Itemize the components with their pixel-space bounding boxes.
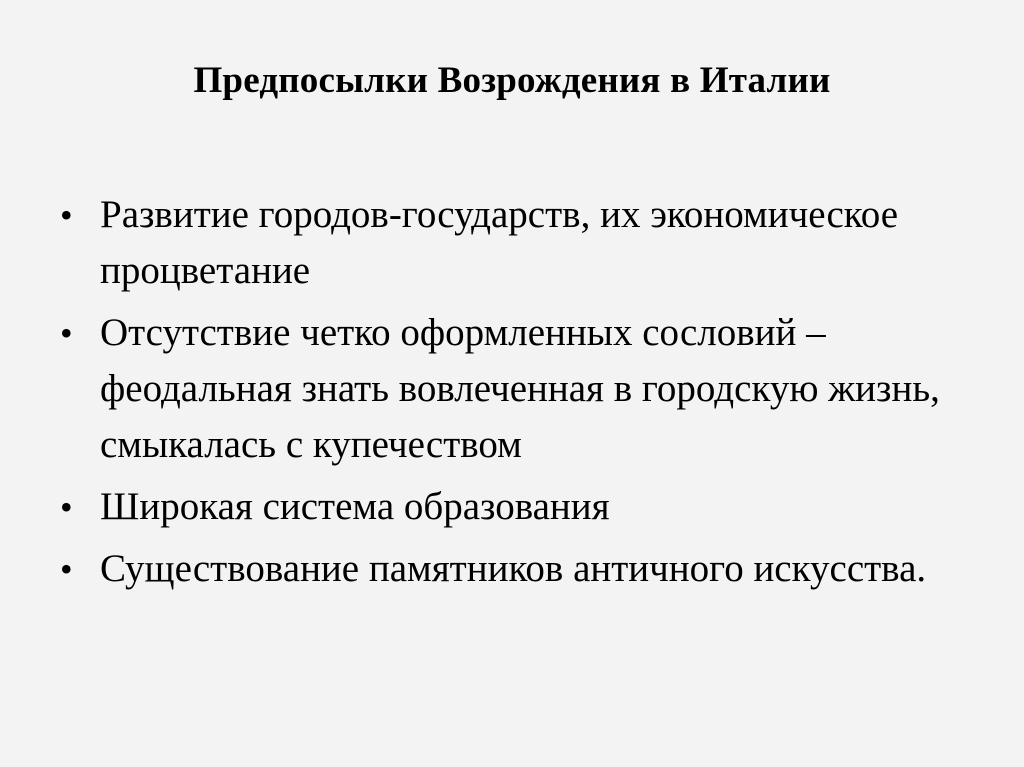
bullet-item xyxy=(60,305,980,473)
bullet-icon: • xyxy=(60,195,73,235)
bullet-icon: • xyxy=(60,487,73,527)
bullet-text: Развитие городов-государств, их экономическое процветание xyxy=(100,193,899,292)
bullet-item xyxy=(60,479,980,535)
bullet-text: Отсутствие четко оформленных сословий – феодальная знать вовлеченная в городскую жизнь, смыкалась с купечеством xyxy=(100,311,940,466)
bullet-item xyxy=(60,187,980,299)
slide-title: Предпосылки Возрождения в Италии xyxy=(193,60,831,101)
bullet-item xyxy=(60,541,980,597)
bullet-icon: • xyxy=(60,313,73,353)
bullet-text: Широкая система образования xyxy=(100,485,610,528)
bullet-text: Существование памятников античного искусства. xyxy=(100,547,927,590)
bullet-icon: • xyxy=(60,549,73,589)
bullet-list xyxy=(60,187,980,603)
